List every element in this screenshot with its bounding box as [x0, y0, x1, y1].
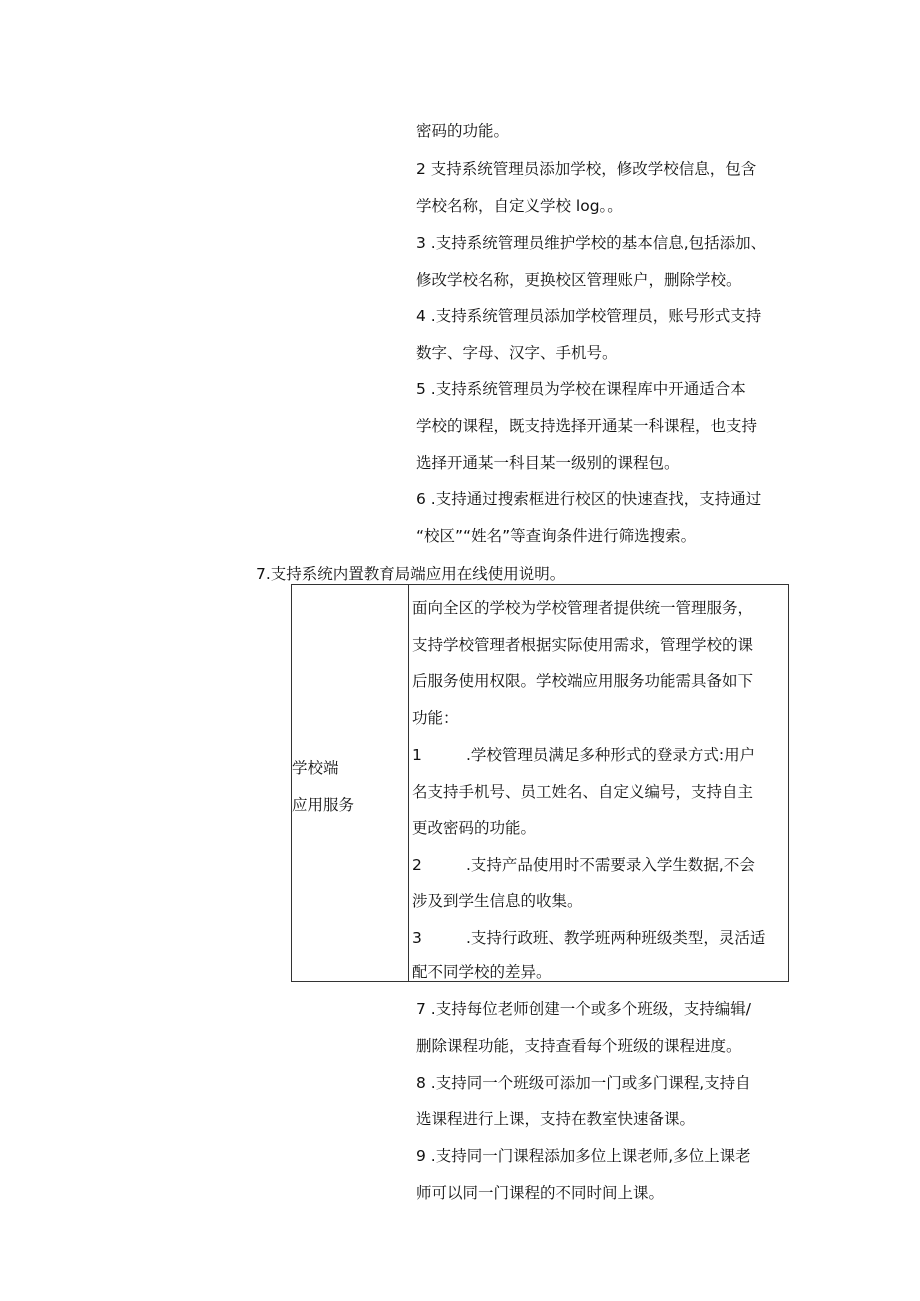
- table-item-first-line: [412, 855, 755, 875]
- paragraph-line: 删除课程功能，支持查看每个班级的课程进度。: [416, 1037, 742, 1055]
- paragraph-line: 2 支持系统管理员添加学校，修改学校信息，包含: [416, 160, 757, 178]
- table-item-number: 1: [412, 746, 422, 764]
- paragraph-line: 5 .支持系统管理员为学校在课程库中开通适合本: [416, 380, 746, 398]
- table-item-text: .支持产品使用时不需要录入学生数据,不会: [466, 856, 755, 874]
- table-item-line: 名支持手机号、员工姓名、自定义编号，支持自主: [412, 783, 754, 801]
- table-label-line: 学校端: [292, 759, 339, 777]
- paragraph-line: 学校的课程，既支持选择开通某一科课程，也支持: [416, 417, 758, 435]
- table-item-first-line: [412, 745, 755, 765]
- paragraph-line: 7 .支持每位老师创建一个或多个班级，支持编辑/: [416, 1000, 751, 1018]
- table-item-line: 配不同学校的差异。: [412, 963, 552, 981]
- table-item-number: 3: [412, 929, 422, 947]
- paragraph-line: 4 .支持系统管理员添加学校管理员，账号形式支持: [416, 307, 762, 325]
- school-service-table: [291, 584, 789, 982]
- paragraph-line: 修改学校名称，更换校区管理账户，删除学校。: [416, 271, 742, 289]
- paragraph-line: 师可以同一门课程的不同时间上课。: [416, 1184, 665, 1202]
- table-item-text: .学校管理员满足多种形式的登录方式:用户: [466, 746, 756, 764]
- table-intro-line: 功能：: [412, 709, 459, 727]
- table-item-first-line: [412, 928, 765, 948]
- table-item-text: .支持行政班、教学班两种班级类型，灵活适: [466, 929, 766, 947]
- table-item-number: 2: [412, 856, 422, 874]
- paragraph-line: 密码的功能。: [416, 122, 510, 140]
- paragraph-line: 学校名称，自定义学校 log。。: [416, 197, 623, 215]
- paragraph-line: 选择开通某一科目某一级别的课程包。: [416, 454, 680, 472]
- item7-heading: 7.支持系统内置教育局端应用在线使用说明。: [256, 565, 566, 583]
- paragraph-line: 9 .支持同一门课程添加多位上课老师,多位上课老: [416, 1147, 751, 1165]
- paragraph-line: 3 .支持系统管理员维护学校的基本信息,包括添加、: [416, 234, 767, 252]
- table-item-line: 更改密码的功能。: [412, 819, 537, 837]
- table-intro-line: 面向全区的学校为学校管理者提供统一管理服务，: [412, 599, 754, 617]
- table-intro-line: 后服务使用权限。学校端应用服务功能需具备如下: [412, 672, 754, 690]
- table-intro-line: 支持学校管理者根据实际使用需求，管理学校的课: [412, 636, 754, 654]
- paragraph-line: 数字、字母、汉字、手机号。: [416, 344, 618, 362]
- paragraph-line: 6 .支持通过搜索框进行校区的快速查找，支持通过: [416, 490, 762, 508]
- table-item-line: 涉及到学生信息的收集。: [412, 892, 583, 910]
- paragraph-line: 选课程进行上课，支持在教室快速备课。: [416, 1110, 696, 1128]
- paragraph-line: 8 .支持同一个班级可添加一门或多门课程,支持自: [416, 1074, 751, 1092]
- paragraph-line: “校区”“姓名”等查询条件进行筛选搜索。: [416, 527, 697, 545]
- table-divider: [408, 585, 409, 981]
- table-label-line: 应用服务: [292, 796, 355, 814]
